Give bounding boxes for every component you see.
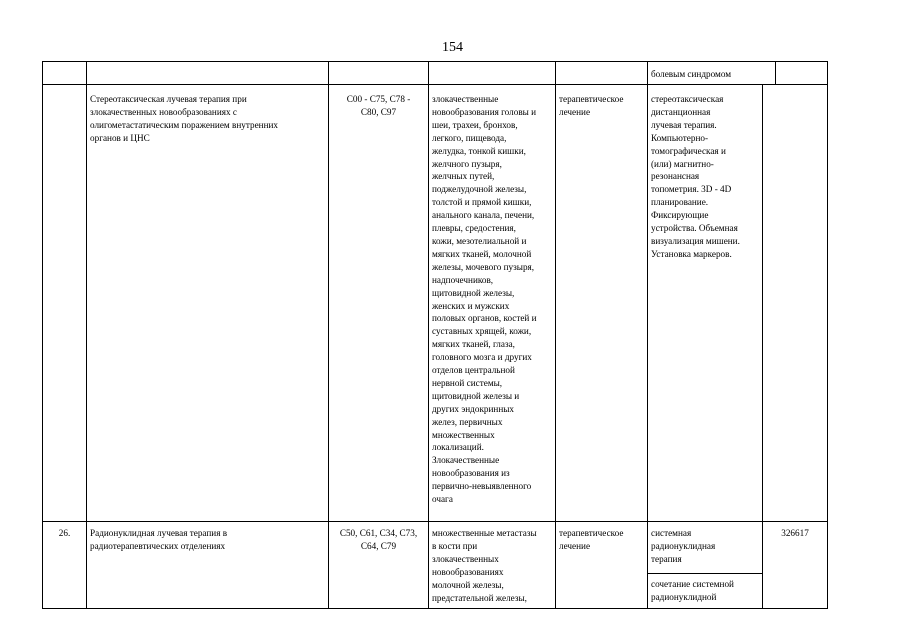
cell-row26-method-2: сочетание системной радионуклидной [651, 579, 734, 602]
cell-row26-number: 26. [58, 528, 71, 538]
cell-row26-cost: 326617 [781, 528, 809, 538]
col-divider-5 [647, 62, 648, 608]
cell-divider-method-row26 [647, 573, 762, 574]
cell-row1-codes: C00 - C75, C78 - C80, C97 [346, 94, 411, 117]
col-divider-1 [86, 62, 87, 608]
cell-row1-method: стереотаксическая дистанционная лучевая терапия. Компьютерно- томографическая и (или) магнитно- резонансная топометрия. 3D - 4D планирование. Фиксирующие устройства. Объемная визуализация мишени. Установка маркеров. [651, 94, 740, 259]
cell-row26-codes: C50, C61, C34, C73, C64, C79 [339, 528, 418, 551]
cell-row26-method-1: системная радионуклидная терапия [651, 528, 716, 564]
col-divider-3 [428, 62, 429, 608]
cell-row26-name: Радионуклидная лучевая терапия в радиотерапевтических отделениях [90, 528, 228, 551]
cell-row26-treatment: терапевтическое лечение [559, 528, 624, 551]
cell-row1-model: злокачественные новообразования головы и шеи, трахеи, бронхов, легкого, пищевода, желудка, тонкой кишки, желчного пузыря, желчных путей, поджелудочной железы, толстой и прямой кишки, анального канала, печени, плевры, средостения, кожи, мезотелиальной и мягких тканей, молочной железы, мочевого пузыря, надпочечников, щитовидной железы, женских и мужских половых органов, костей и суставных хрящей, кожи, мягких тканей, глаза, головного мозга и других отделов центральной нервной системы, щитовидной железы и других эндокринных желез, первичных множественных локализаций. Злокачественные новообразования из первично-невыявленного очага [432, 94, 537, 505]
document-table [42, 61, 828, 609]
cell-method-continuation: болевым синдромом [651, 69, 732, 79]
cell-row1-treatment: терапевтическое лечение [559, 94, 624, 117]
row-divider-continuation [43, 84, 827, 85]
page-number: 154 [442, 40, 463, 55]
cell-row1-name: Стереотаксическая лучевая терапия при злокачественных новообразованиях с олигометастатическим поражением внутренних органов и ЦНС [90, 94, 279, 143]
cell-row26-model: множественные метастазы в кости при злокачественных новообразованиях молочной железы, предстательной железы, [432, 528, 537, 603]
row-divider-main [43, 521, 827, 522]
col-divider-6-top [775, 62, 776, 84]
